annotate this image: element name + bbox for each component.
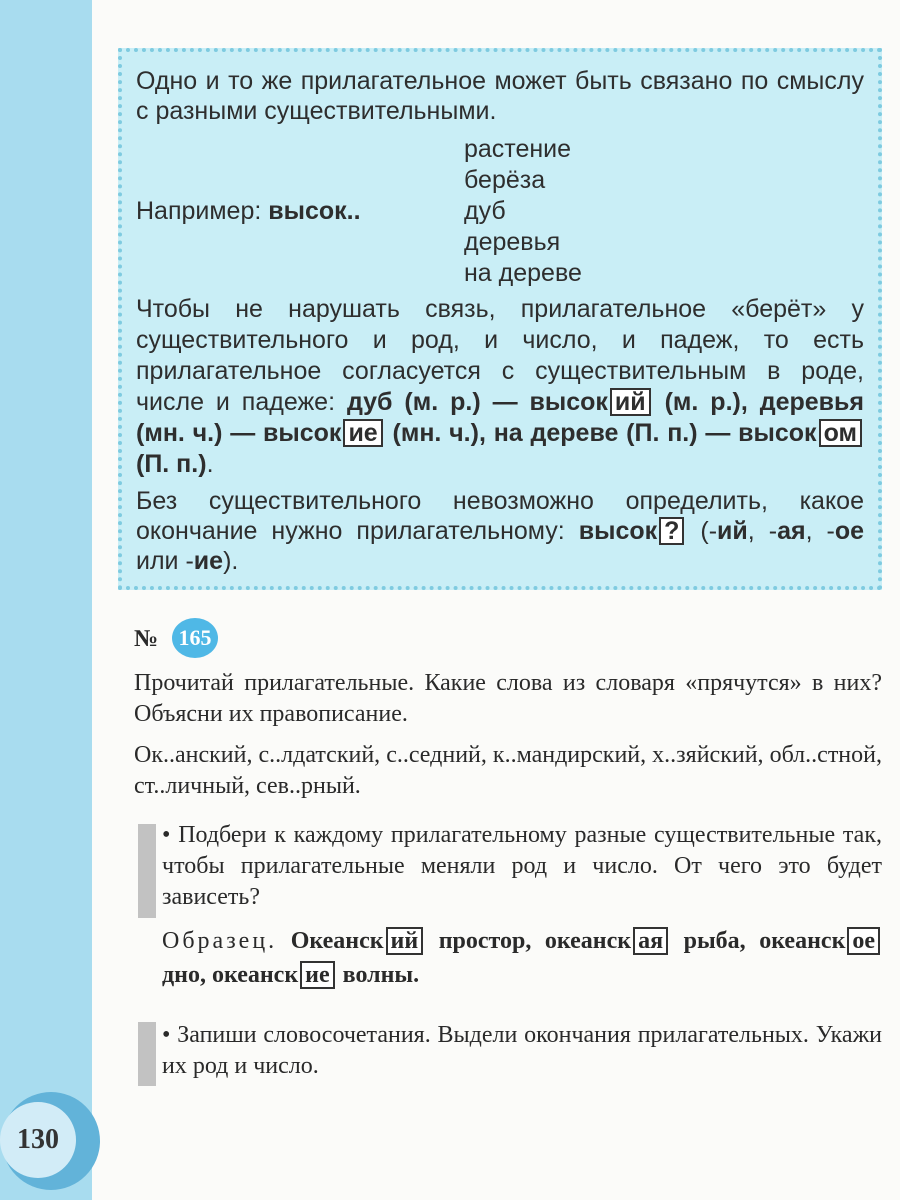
sample xyxy=(162,924,882,992)
ending-box: ое xyxy=(847,927,880,955)
gender-note: (м. р.), xyxy=(664,388,748,416)
task-marker-bar xyxy=(138,1022,156,1086)
sample-stem: океанск xyxy=(759,928,846,954)
list-item: растение xyxy=(464,135,572,163)
ending-ie: ие xyxy=(193,547,224,575)
task-choose-nouns-text: Подбери к каждому прилагательному разные существительные так, чтобы прилагательные меняли род и число. От чего это будет зависеть? xyxy=(162,822,882,910)
example-dub: дуб (м. р.) — высок xyxy=(346,388,608,416)
example-label: Например: xyxy=(136,197,262,225)
exercise-words: Ок..анский, с..лдатский, с..седний, к..мандирский, х..зяйский, обл..стной, ст..личный, сев..рный. xyxy=(134,742,882,799)
sample-stem: океанск xyxy=(211,962,299,988)
sample-stem: океанск xyxy=(544,928,632,954)
example-derevya: деревья (мн. ч.) — высок xyxy=(136,388,865,447)
sample-noun: волны. xyxy=(342,962,420,988)
paren-close: ). xyxy=(223,547,239,575)
ending-oe: ое xyxy=(834,517,865,545)
or-text: или - xyxy=(136,547,194,575)
left-margin-strip xyxy=(0,0,92,1200)
period: . xyxy=(206,450,214,478)
example-word: высок.. xyxy=(268,197,361,225)
sample-noun: простор, xyxy=(438,928,532,954)
task-marker-bar xyxy=(138,824,156,918)
sample-label: Образец. xyxy=(162,928,278,954)
paren-open: (- xyxy=(700,517,718,545)
rule-conclusion xyxy=(136,486,864,576)
task-write-phrases xyxy=(162,1020,882,1082)
sample-noun: рыба, xyxy=(683,928,746,954)
task-choose-nouns xyxy=(162,820,882,913)
example-noun-list xyxy=(464,134,582,289)
conclusion-text: Без существительного невозможно определить, какое окончание нужно прилагательному: xyxy=(136,487,864,545)
separator: , - xyxy=(805,517,835,545)
number-sign: № xyxy=(134,626,159,652)
list-item: берёза xyxy=(464,166,546,194)
list-item: на дереве xyxy=(464,259,582,287)
ending-box: ий xyxy=(610,388,651,416)
ending-box: ая xyxy=(633,927,668,955)
sample-noun: дно, xyxy=(162,962,206,988)
ending-box: ом xyxy=(819,419,862,447)
exercise-instruction: Прочитай прилагательные. Какие слова из словаря «прячутся» в них? Объясни их правописание. xyxy=(134,670,882,727)
list-item: дуб xyxy=(464,197,506,225)
rule-agreement xyxy=(136,294,864,480)
list-item: деревья xyxy=(464,228,561,256)
ending-iy: ий xyxy=(717,517,748,545)
number-note: (мн. ч.), xyxy=(392,419,486,447)
task-write-phrases-text: Запиши словосочетания. Выдели окончания прилагательных. Укажи их род и число. xyxy=(162,1022,882,1079)
sample-stem: Океанск xyxy=(290,928,384,954)
bullet-icon: • xyxy=(162,1022,171,1048)
agreement-text: Чтобы не нарушать связь, прилагательное «берёт» у существительного и род, и число, и падеж, то есть прилагательное согласуется с существительным в роде, числе и падеже: xyxy=(136,295,864,416)
exercise-number-badge: 165 xyxy=(172,618,218,658)
rule-intro: Одно и то же прилагательное может быть связано по смыслу с разными существительными. xyxy=(136,67,864,125)
conclusion-word: высок xyxy=(578,517,658,545)
bullet-icon: • xyxy=(162,822,171,848)
separator: , - xyxy=(747,517,778,545)
question-box: ? xyxy=(659,517,684,545)
rule-box xyxy=(118,48,882,590)
example-na-dereve: на дереве (П. п.) — высок xyxy=(493,419,817,447)
ending-box: ий xyxy=(386,927,424,955)
page-number: 130 xyxy=(0,1102,76,1178)
ending-aya: ая xyxy=(777,517,806,545)
ending-box: ие xyxy=(343,419,382,447)
ending-box: ие xyxy=(300,961,334,989)
case-note: (П. п.) xyxy=(136,450,207,478)
